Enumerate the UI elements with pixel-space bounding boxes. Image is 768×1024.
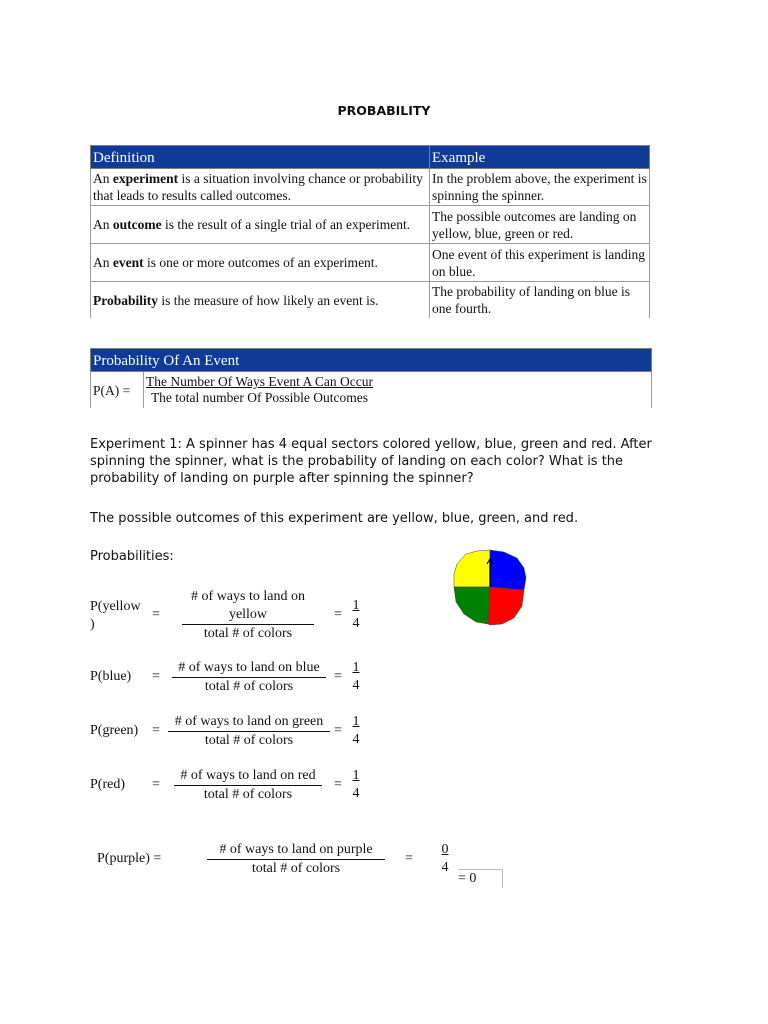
probability-row-yellow xyxy=(90,588,390,648)
formula-header: Probability Of An Event xyxy=(91,349,652,372)
probability-row-purple xyxy=(97,841,477,881)
probability-row-blue xyxy=(90,659,390,699)
page-title: PROBABILITY xyxy=(337,103,431,118)
fraction-numerator: # of ways to land on red xyxy=(174,767,322,786)
example-cell: In the problem above, the experiment is spinning the spinner. xyxy=(430,169,650,206)
probability-label: P(yellow ) xyxy=(90,599,141,632)
probability-result: $\frac{1}{4}$ xyxy=(352,660,360,693)
probability-result: $\frac{1}{4}$ xyxy=(352,768,360,801)
probabilities-label: Probabilities: xyxy=(90,549,174,564)
example-cell: One event of this experiment is landing on blue. xyxy=(430,244,650,282)
example-header: Example xyxy=(430,146,650,169)
probability-formula-table xyxy=(90,348,652,408)
table-row xyxy=(91,282,650,319)
probability-result: $\frac{1}{4}$ xyxy=(352,598,360,631)
spinner-image xyxy=(452,548,528,626)
fraction-denominator: total # of colors xyxy=(203,787,293,802)
term: outcome xyxy=(112,217,162,232)
formula-fraction xyxy=(144,372,652,409)
equals-sign: = xyxy=(152,607,160,622)
fraction-denominator: total # of colors xyxy=(251,861,341,876)
fraction-numerator: # of ways to land on green xyxy=(168,713,330,732)
term: experiment xyxy=(112,171,179,186)
fraction-numerator: # of ways to land on purple xyxy=(207,841,385,860)
equals-sign: = xyxy=(405,851,413,866)
probability-label: P(purple) = xyxy=(97,851,162,866)
term: event xyxy=(112,255,144,270)
equals-sign: = xyxy=(152,723,160,738)
definition-cell: Probability is the measure of how likely an event is. xyxy=(91,282,430,319)
table-row xyxy=(91,244,650,282)
probability-fraction xyxy=(207,841,385,878)
definition-cell: An event is one or more outcomes of an experiment. xyxy=(91,244,430,282)
probability-fraction xyxy=(168,713,330,750)
probability-fraction xyxy=(172,659,326,696)
fraction-denominator: total # of colors xyxy=(203,626,293,641)
example-cell: The probability of landing on blue is one fourth. xyxy=(430,282,650,319)
equals-sign: = xyxy=(334,669,342,684)
spinner-sector-yellow xyxy=(454,550,490,587)
equals-sign: = xyxy=(334,777,342,792)
table-row xyxy=(91,169,650,206)
term: Probability xyxy=(93,292,159,308)
equals-sign: = xyxy=(152,777,160,792)
simplified-result: = 0 xyxy=(458,869,503,888)
definition-header: Definition xyxy=(91,146,430,169)
definitions-table xyxy=(90,145,650,318)
spinner-sector-red xyxy=(488,587,524,625)
probability-row-red xyxy=(90,767,390,807)
spinner-sector-green xyxy=(454,587,490,624)
outcomes-text: The possible outcomes of this experiment are yellow, blue, green, and red. xyxy=(90,511,579,526)
probability-row-green xyxy=(90,713,390,753)
equals-sign: = xyxy=(334,723,342,738)
formula-denominator: The total number Of Possible Outcomes xyxy=(150,390,369,405)
probability-label: P(blue) xyxy=(90,669,132,684)
probability-label: P(green) xyxy=(90,723,139,738)
definition-cell: An outcome is the result of a single trial of an experiment. xyxy=(91,206,430,244)
formula-row xyxy=(91,372,652,409)
formula-label: P(A) = xyxy=(91,372,144,409)
table-row xyxy=(91,206,650,244)
equals-sign: = xyxy=(152,669,160,684)
example-cell: The possible outcomes are landing on yellow, blue, green or red. xyxy=(430,206,650,244)
probability-label: P(red) xyxy=(90,777,125,792)
experiment-text: Experiment 1: A spinner has 4 equal sectors colored yellow, blue, green and red. After spinning the spinner, what is the probability of landing on each color? What is the probability of landing on purple after spinning the spinner? xyxy=(90,437,652,486)
probability-result: $\frac{1}{4}$ xyxy=(352,714,360,747)
probability-fraction xyxy=(182,588,314,643)
equals-sign: = xyxy=(334,607,342,622)
fraction-denominator: total # of colors xyxy=(204,733,294,748)
spinner-sector-blue xyxy=(490,550,526,590)
probability-fraction xyxy=(174,767,322,804)
probability-result: $\frac{0}{4}$ xyxy=(441,842,449,875)
fraction-denominator: total # of colors xyxy=(204,679,294,694)
fraction-numerator: # of ways to land on blue xyxy=(172,659,326,678)
definition-cell: An experiment is a situation involving chance or probability that leads to results called outcomes. xyxy=(91,169,430,206)
formula-numerator: The Number Of Ways Event A Can Occur xyxy=(146,374,373,389)
fraction-numerator: # of ways to land on yellow xyxy=(182,588,314,625)
